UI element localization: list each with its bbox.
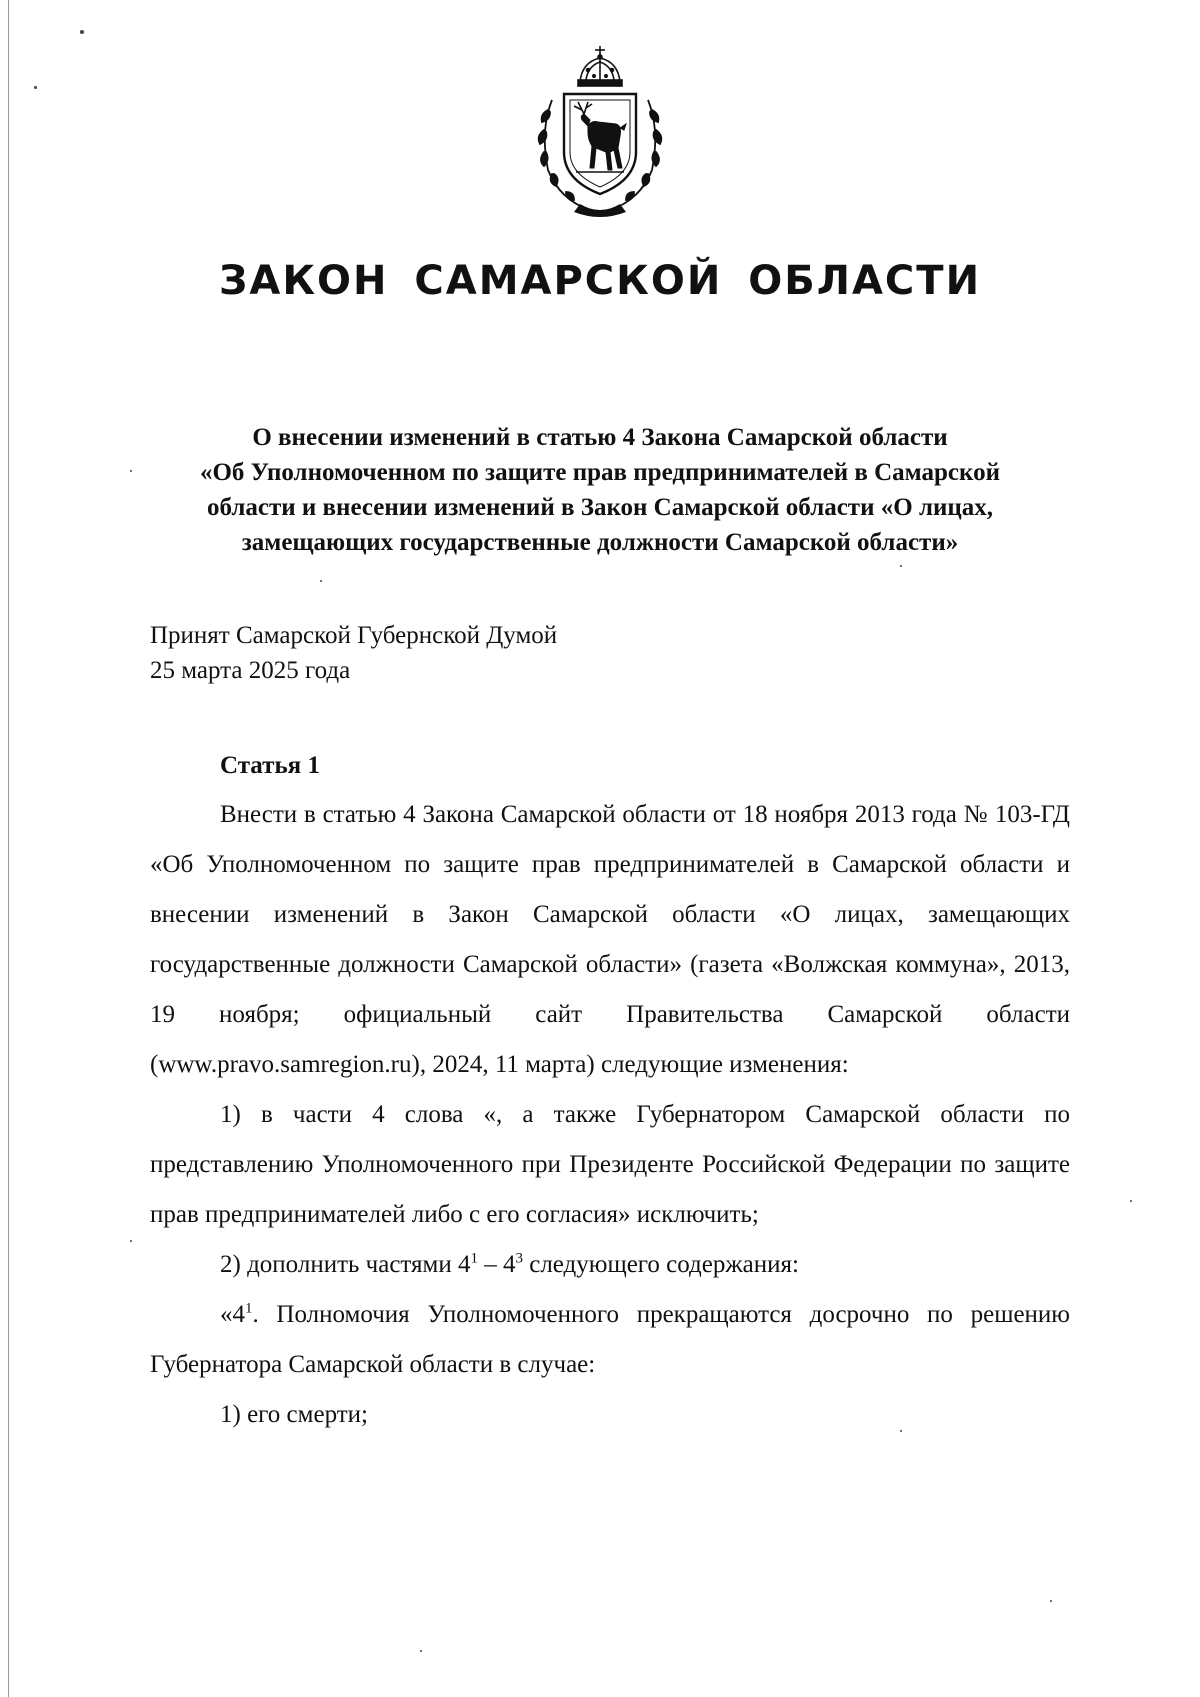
scan-speck <box>900 565 902 567</box>
article-heading: Статья 1 <box>220 752 320 779</box>
dash-text: – 4 <box>477 1251 516 1278</box>
scan-speck <box>320 580 322 582</box>
adoption-body: Принят Самарской Губернской Думой <box>150 622 558 649</box>
part-4-1 <box>150 1290 1070 1390</box>
adoption-date: 25 марта 2025 года <box>150 657 351 684</box>
superscript: 3 <box>515 1250 523 1267</box>
scan-speck <box>80 30 84 34</box>
amendment-item-2 <box>150 1240 1070 1290</box>
sub-item-1: 1) его смерти; <box>220 1401 368 1428</box>
article-paragraph: Внести в статью 4 Закона Самарской области от 18 ноября 2013 года № 103-ГД «Об Уполномоченном по защите прав предпринимателей в Самарской области и внесении изменений в Закон Самарской области «О лицах, замещающих государственные должности Самарской области» (газета «Волжская коммуна», 2013, 19 ноября; официальный сайт Правительства Самарской области (www.pravo.samregion.ru), 2024, 11 марта) следующие изменения: <box>150 801 1070 1078</box>
scan-speck <box>1050 1600 1052 1602</box>
part-4-1-text: . Полномочия Уполномоченного прекращаются досрочно по решению Губернатора Самарской области в случае: <box>150 1301 1070 1378</box>
law-title-line: области и внесении изменений в Закон Самарской области «О лицах, <box>206 494 994 521</box>
scan-speck <box>130 1240 132 1242</box>
article-body <box>150 790 1070 1440</box>
law-heading: ЗАКОН САМАРСКОЙ ОБЛАСТИ <box>218 258 982 304</box>
scan-speck <box>1130 1200 1132 1202</box>
amendment-item-2-prefix: 2) дополнить частями 4 <box>220 1251 471 1278</box>
scan-speck <box>900 1430 902 1432</box>
law-title-line: «Об Уполномоченном по защите прав предпринимателей в Самарской <box>199 459 1001 486</box>
law-title <box>120 420 1080 560</box>
scan-speck <box>130 470 132 472</box>
part-4-1-prefix: «4 <box>220 1301 245 1328</box>
amendment-item-1: 1) в части 4 слова «, а также Губернатором Самарской области по представлению Уполномоченного при Президенте Российской Федерации по защите прав предпринимателей либо с его согласия» исключить; <box>150 1101 1070 1228</box>
amendment-item-2-suffix: следующего содержания: <box>522 1251 799 1278</box>
adoption-note <box>150 618 557 688</box>
scan-left-edge <box>8 0 9 1697</box>
scan-speck <box>420 1650 422 1652</box>
law-title-line: замещающих государственные должности Самарской области» <box>241 529 959 556</box>
scan-speck <box>34 86 37 89</box>
superscript: 1 <box>245 1300 253 1317</box>
coat-of-arms-icon <box>530 40 670 218</box>
superscript: 1 <box>470 1250 478 1267</box>
law-title-line: О внесении изменений в статью 4 Закона Самарской области <box>252 424 948 451</box>
